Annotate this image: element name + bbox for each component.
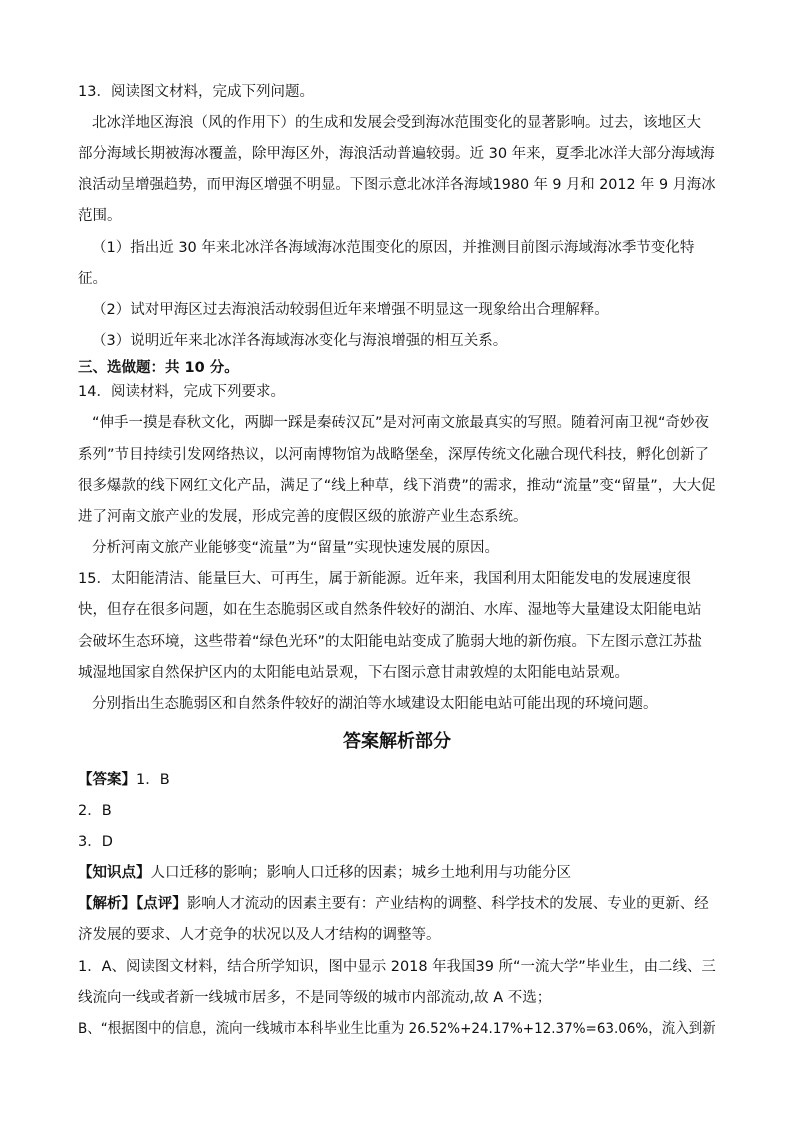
q13-sub1-line-1: （1）指出近 30 年来北冰洋各海域海冰范围变化的原因，并推测目前图示海域海冰季节变化特 <box>92 240 695 256</box>
q13-heading: 13．阅读图文材料，完成下列问题。 <box>78 84 314 100</box>
q15-para-line-1: 15．太阳能清洁、能量巨大、可再生，属于新能源。近年来，我国利用太阳能发电的发展速度很 <box>78 571 691 587</box>
q14-heading: 14．阅读材料，完成下列要求。 <box>78 384 285 400</box>
q13-para-line-3: 浪活动呈增强趋势，而甲海区增强不明显。下图示意北冰洋各海域1980 年 9 月和 2012 年 9 月海冰 <box>78 177 716 193</box>
knowledge-tag: 【知识点】 <box>78 865 151 881</box>
q14-ask: 分析河南文旅产业能够变“流量”为“留量”实现快速发展的原因。 <box>92 540 500 556</box>
answer-line <box>78 770 170 790</box>
q13-para-line-2: 部分海域长期被海冰覆盖，除甲海区外，海浪活动普遍较弱。近 30 年来，夏季北冰洋大部分海域海 <box>78 146 715 162</box>
knowledge-text: 人口迁移的影响；影响人口迁移的因素；城乡土地利用与功能分区 <box>150 865 571 881</box>
q15-para-line-2: 快，但存在很多问题，如在生态脆弱区或自然条件较好的湖泊、水库、湿地等大量建设太阳能电站 <box>78 602 702 618</box>
knowledge-line <box>78 863 571 883</box>
q15-ask: 分别指出生态脆弱区和自然条件较好的湖泊等水域建设太阳能电站可能出现的环境问题。 <box>92 696 658 712</box>
item1-line-1: 1．A、阅读图文材料，结合所学知识，图中显示 2018 年我国39 所“一流大学”毕业生，由二线、三 <box>78 959 716 975</box>
q14-para-line-3: 很多爆款的线下网红文化产品，满足了“线上种草，线下消费”的需求，推动“流量”变“留量”，大大促 <box>78 478 716 494</box>
analysis-line-1 <box>78 894 709 914</box>
q13-para-line-1: 北冰洋地区海浪（风的作用下）的生成和发展会受到海冰范围变化的显著影响。过去，该地区大 <box>92 115 701 131</box>
item1-line-3: B、“根据图中的信息，流向一线城市本科毕业生比重为 26.52%+24.17%+12.37%=63.06%，流入到新 <box>78 1021 716 1037</box>
q14-para-line-1: “伸手一摸是春秋文化，两脚一踩是秦砖汉瓦”是对河南文旅最真实的写照。随着河南卫视“奇妙夜 <box>92 415 710 431</box>
answers-title: 答案解析部分 <box>343 731 451 752</box>
q13-sub3: （3）说明近年来北冰洋各海域海冰变化与海浪增强的相互关系。 <box>92 333 508 349</box>
item1-line-2: 线流向一线或者新一线城市居多，不是同等级的城市内部流动,故 A 不选； <box>78 990 552 1006</box>
q14-para-line-2: 系列”节目持续引发网络热议，以河南博物馆为战略堡垒，深厚传统文化融合现代科技，孵化创新了 <box>78 447 710 463</box>
answer-2: 2．B <box>78 803 112 819</box>
answer-tag: 【答案】 <box>78 772 136 788</box>
q13-sub2: （2）试对甲海区过去海浪活动较弱但近年来增强不明显这一现象给出合理解释。 <box>92 302 609 318</box>
q14-para-line-4: 进了河南文旅产业的发展，形成完善的度假区级的旅游产业生态系统。 <box>78 509 528 525</box>
section-heading: 三、选做题：共 10 分。 <box>78 360 239 376</box>
q15-para-line-4: 城湿地国家自然保护区内的太阳能电站景观，下右图示意甘肃敦煌的太阳能电站景观。 <box>78 665 629 681</box>
q15-para-line-3: 会破坏生态环境，这些带着“绿色光环”的太阳能电站变成了脆弱大地的新伤痕。下左图示意江苏盐 <box>78 634 703 650</box>
q13-para-line-4: 范围。 <box>78 208 122 224</box>
answer-3: 3．D <box>78 834 113 850</box>
answer-1: 1．B <box>136 772 170 788</box>
analysis-text-1: 影响人才流动的因素主要有：产业结构的调整、科学技术的发展、专业的更新、经 <box>186 896 709 912</box>
analysis-line-2: 济发展的要求、人才竞争的状况以及人才结构的调整等。 <box>78 927 441 943</box>
q13-sub1-line-2: 征。 <box>78 271 107 287</box>
analysis-tag: 【解析】【点评】 <box>78 896 187 912</box>
